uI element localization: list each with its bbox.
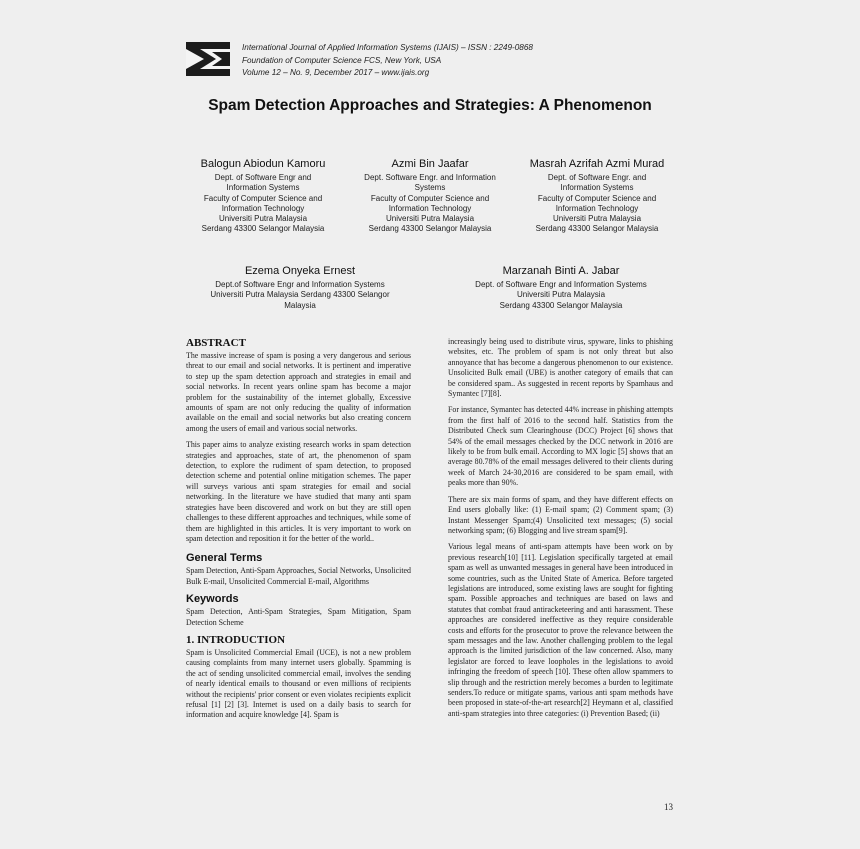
journal-info xyxy=(242,42,533,80)
author-affiliation-line: Information Systems xyxy=(560,183,634,193)
abstract-heading: ABSTRACT xyxy=(186,337,246,349)
right-column xyxy=(448,337,673,725)
paper-title: Spam Detection Approaches and Strategies: A Phenomenon xyxy=(208,97,652,114)
author-name: Marzanah Binti A. Jabar xyxy=(502,265,620,277)
keywords-heading: Keywords xyxy=(186,593,239,606)
journal-logo-icon xyxy=(186,42,230,76)
author-name: Azmi Bin Jaafar xyxy=(391,158,469,170)
author-affiliation-line: Serdang 43300 Selangor Malaysia xyxy=(201,224,325,234)
body-paragraph: There are six main forms of spam, and they have different effects on End users globally like: (1) E-mail spam; (2) Comment spam; (3) Instant Messenger Spam;(4) Unsolicited text messages; (5) social networking spam; (6) Blogging and live stream spam[9]. xyxy=(448,494,673,535)
author-affiliation-line: Universiti Putra Malaysia xyxy=(218,214,308,224)
author-affiliation-line: Dept. of Software Engr and xyxy=(214,173,312,182)
author-block xyxy=(190,264,410,311)
author-affiliation-line: Information Systems xyxy=(226,183,300,193)
journal-info-line: Foundation of Computer Science FCS, New York, USA xyxy=(242,55,442,65)
author-affiliation-line: Information Technology xyxy=(221,203,305,213)
author-affiliation-line: Systems xyxy=(414,183,446,193)
author-name: Balogun Abiodun Kamoru xyxy=(200,158,326,170)
abstract-paragraph: The massive increase of spam is posing a very dangerous and serious threat to our email and social networks. It is pertinent and imperative to step up the spam detection approach and strategies in email and social networks. In recent years online spam has become a major problem for the sustainability of the internet globally, Excessive amounts of spam are not only reducing the quality of information available on the email and social networks but also creating concern among the users of email and various social networks. xyxy=(186,351,411,433)
author-affiliation-line: Malaysia xyxy=(284,300,316,310)
body-paragraph: increasingly being used to distribute virus, spyware, links to phishing websites, etc. The problem of spam is not only threat but also annoyance that has become a dangerous phenomenon to our existence. Unsolicited Bulk email (UBE) is another category of emails that can be considered spam.. As suggested in recent reports by Spamhaus and Symantec [7][8]. xyxy=(448,337,673,399)
journal-info-line: International Journal of Applied Information Systems (IJAIS) – ISSN : 2249-0868 xyxy=(242,43,533,52)
body-paragraph: Various legal means of anti-spam attempts have been work on by previous research[10] [11]. Legislation specifically targeted at email spam as well as unwanted messages in general have been introduced in some countries, such as the United State of America. Before targeted legislations are introduced, some existing laws are sought for fighting spam. Possible approaches and techniques are based on laws and statutes that combat fraud antiracketeering and anti harassment. These approaches are considered ineffective as they require considerable costs and efforts for the prosecutor to prove the relevance between the spam messages and the law. Another challenging problem to the legal approach is the limited jurisdiction of the law concerned. Also, many legislator are forced to leave loopholes in the legislations to avoid infringing the freedom of speech [10]. These often allow spammers to slip through and the restriction merely becomes a burden to legitimate senders.To reduce or mitigate spams, various anti spam methods have been proposed in state-of-the-art research[2] Heymann et al, classified anti-spam strategies into three categories: (i) Prevention Based; (ii) xyxy=(448,542,673,718)
journal-info-line: Volume 12 – No. 9, December 2017 – www.ijais.org xyxy=(242,68,430,77)
body-paragraph: For instance, Symantec has detected 44% increase in phishing attempts from the first half of 2016 to the second half. Statistics from the Distributed Check sum Clearinghouse (DCC) Project [6] shows that 54% of the email messages checked by the DCC network in 2016 are likely to be from bulk email. According to MX logic [5] shows that an average 80.78% of the email messages delivered to their clients during week of March 24-30,2016 are considered to be spam email, with peaks more than 90%. xyxy=(448,405,673,488)
author-affiliation-line: Dept. of Software Engr and Information Systems xyxy=(475,280,647,289)
author-affiliation-line: Faculty of Computer Science and xyxy=(203,193,323,203)
left-column xyxy=(186,337,411,727)
author-block xyxy=(345,157,515,235)
author-affiliation-line: Universiti Putra Malaysia xyxy=(552,214,642,224)
abstract-paragraph: This paper aims to analyze existing research works in spam detection strategies and approaches, state of art, the phenomenon of spam detection, to explore the rudiment of spam detection, to proposed detection scheme and potential online mitigation schemes. The paper will surveys various anti spam strategies for email and social networking. In the literature we have studied that many anti spam strategies have been discovered and work on but they are still open challenges to these different approaches and techniques, while some of them are highlighted in this articles. It is very important to work on spam detection and reposition it for the better of the world.. xyxy=(186,440,411,543)
author-affiliation-line: Information Technology xyxy=(388,203,472,213)
author-affiliation-line: Universiti Putra Malaysia xyxy=(516,290,606,300)
introduction-paragraph: Spam is Unsolicited Commercial Email (UCE), is not a new problem causing complaints from many internet users globally. Spamming is the act of sending unsolicited commercial email, involves the sending of nearly identical emails to thousand or even millions of recipients without the recipients' prior consent or even violates recipients explicit refusal [1] [2] [3]. Internet is used on a daily basis to search for information and acquire knowledge [4]. Spam is xyxy=(186,647,411,720)
author-affiliation-line: Information Technology xyxy=(555,203,639,213)
author-affiliation-line: Serdang 43300 Selangor Malaysia xyxy=(499,300,623,310)
author-affiliation-line: Faculty of Computer Science and xyxy=(370,193,490,203)
author-name: Ezema Onyeka Ernest xyxy=(244,265,356,277)
author-affiliation-line: Faculty of Computer Science and xyxy=(537,193,657,203)
author-block xyxy=(450,264,672,311)
introduction-heading: 1. INTRODUCTION xyxy=(186,633,286,646)
author-affiliation-line: Dept. Software Engr. and Information xyxy=(364,173,496,182)
author-block xyxy=(512,157,682,235)
author-affiliation-line: Universiti Putra Malaysia Serdang 43300 Selangor xyxy=(210,290,390,300)
author-affiliation-line: Serdang 43300 Selangor Malaysia xyxy=(368,224,492,234)
keywords-text: Spam Detection, Anti-Spam Strategies, Spam Mitigation, Spam Detection Scheme xyxy=(186,607,411,627)
author-affiliation-line: Dept. of Software Engr. and xyxy=(547,173,647,182)
general-terms-heading: General Terms xyxy=(186,552,263,565)
author-name: Masrah Azrifah Azmi Murad xyxy=(529,158,665,170)
page-number: 13 xyxy=(664,802,673,812)
author-affiliation-line: Universiti Putra Malaysia xyxy=(385,214,475,224)
author-affiliation-line: Serdang 43300 Selangor Malaysia xyxy=(535,224,659,234)
author-block xyxy=(178,157,348,235)
general-terms-text: Spam Detection, Anti-Spam Approaches, Social Networks, Unsolicited Bulk E-mail, Unsolicited Commercial E-mail, Algorithms xyxy=(186,566,411,586)
author-affiliation-line: Dept.of Software Engr and Information Systems xyxy=(215,280,385,289)
